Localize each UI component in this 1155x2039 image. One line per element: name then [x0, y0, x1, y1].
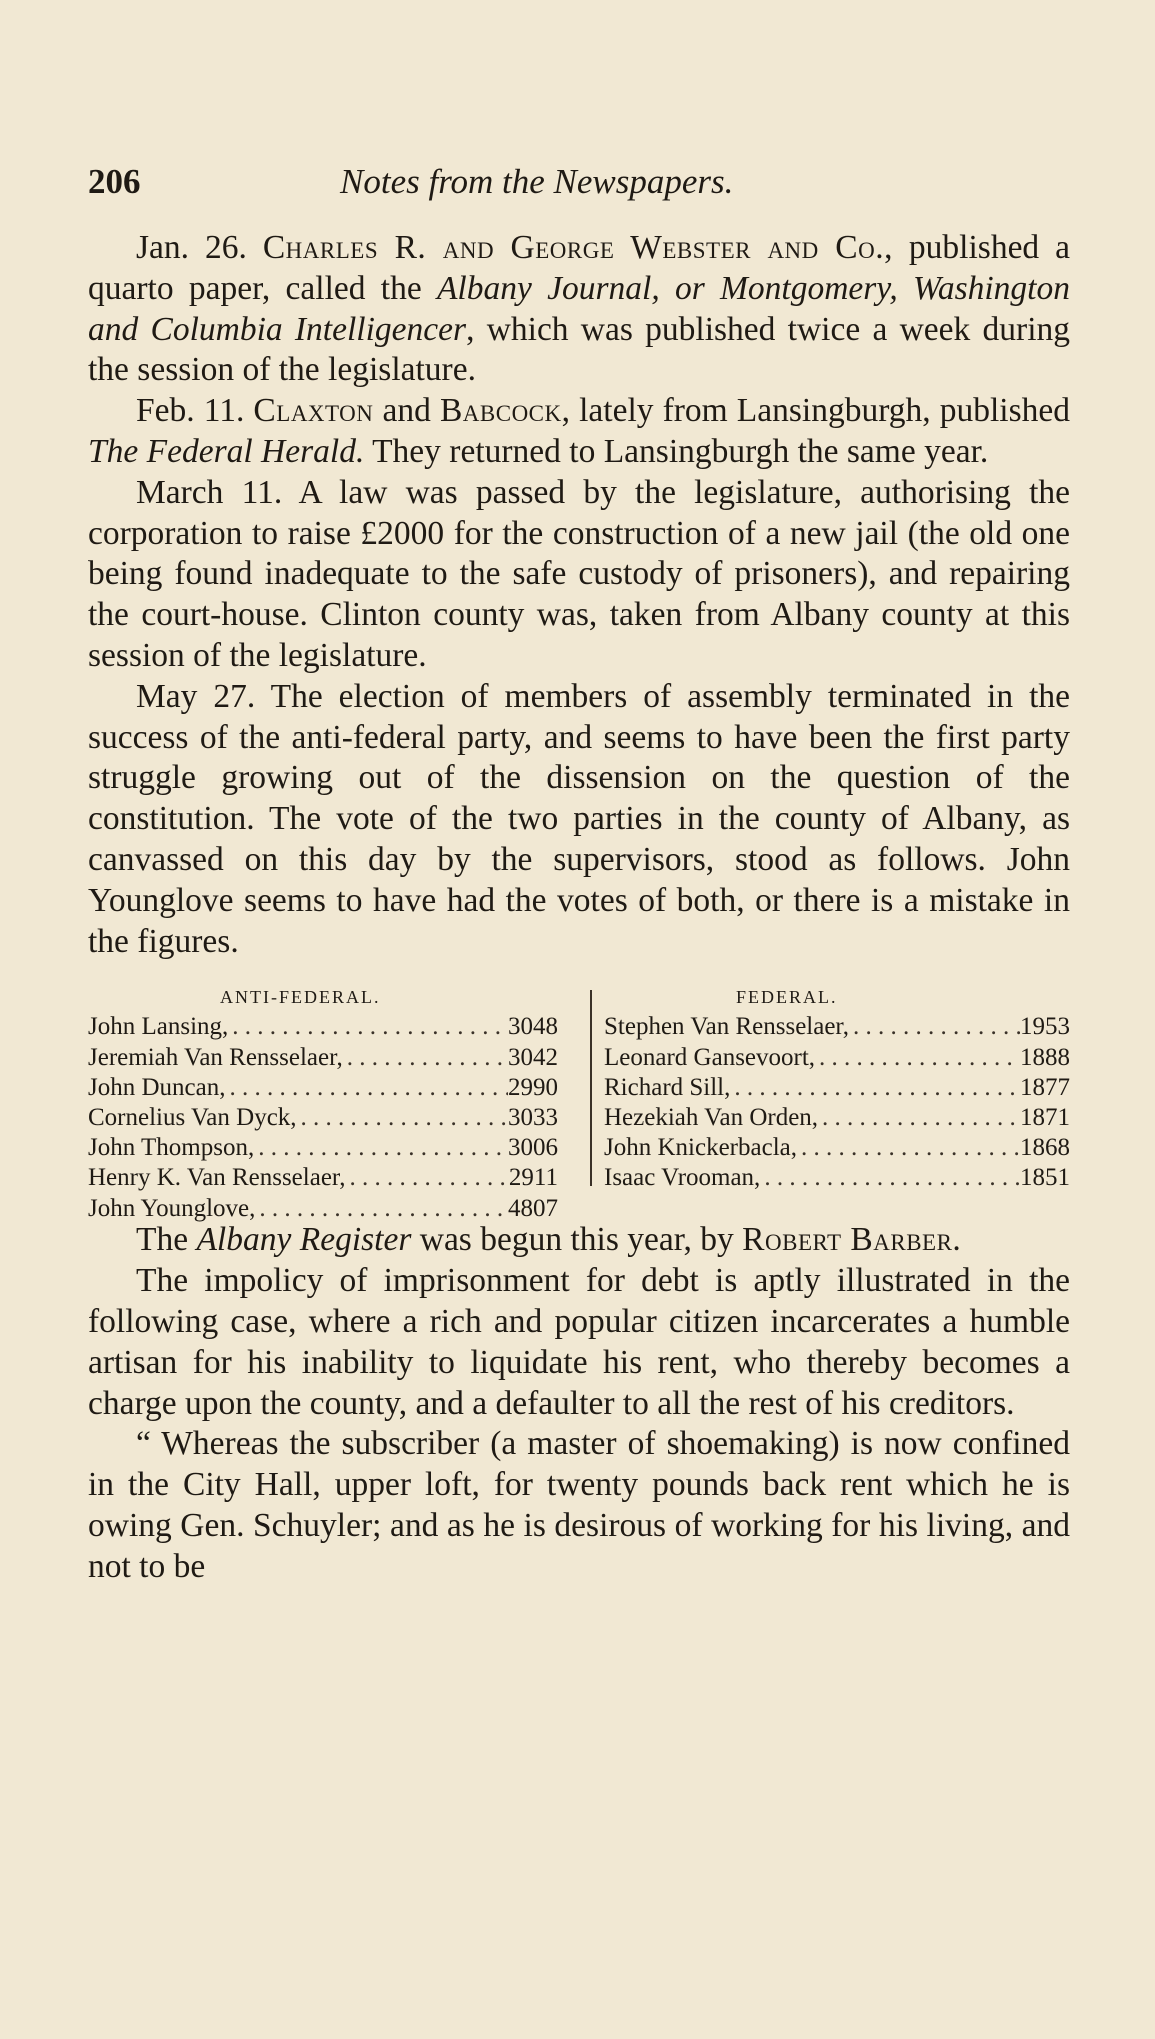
paragraph-albany-journal	[88, 228, 1070, 391]
vote-count: 2911	[508, 1164, 558, 1192]
publisher-name: Babcock	[439, 392, 562, 430]
candidate-name: Isaac Vrooman,	[604, 1164, 761, 1192]
text-fragment: They returned to Lansingburgh the same year.	[364, 432, 989, 470]
date-lead: Feb. 11.	[136, 392, 254, 430]
page-number: 206	[88, 162, 141, 201]
text-fragment: and	[373, 392, 440, 430]
paragraph-quotation: “ Whereas the subscriber (a master of shoemaking) is now confined in the City Hall, upper loft, for twenty pounds back rent which he is owing Gen. Schuyler; and as he is desirous of working for his living, and not to be	[88, 1425, 1070, 1585]
leader-dots	[228, 1012, 508, 1042]
leader-dots	[297, 1103, 508, 1133]
federal-heading: FEDERAL.	[736, 987, 838, 1008]
candidate-name: Cornelius Van Dyck,	[88, 1103, 297, 1131]
paragraph-albany-register	[88, 1220, 1070, 1261]
table-row	[88, 1163, 558, 1193]
leader-dots	[818, 1103, 1020, 1133]
text-fragment: was begun this year, by	[411, 1221, 743, 1259]
newspaper-title: The Federal Herald.	[88, 432, 365, 470]
candidate-name: John Lansing,	[88, 1013, 229, 1041]
leader-dots	[346, 1163, 509, 1193]
candidate-name: Richard Sill,	[604, 1073, 731, 1101]
vote-count: 1871	[1020, 1103, 1070, 1131]
vote-count: 3048	[508, 1013, 558, 1041]
leader-dots	[815, 1043, 1020, 1073]
table-row	[88, 1012, 558, 1042]
vote-count: 3033	[508, 1103, 558, 1131]
leader-dots	[760, 1163, 1020, 1193]
leader-dots	[730, 1073, 1020, 1103]
vote-count: 3006	[508, 1134, 558, 1162]
candidate-name: Henry K. Van Rensselaer,	[88, 1164, 346, 1192]
newspaper-title: Albany Register	[196, 1221, 412, 1259]
vote-count: 1851	[1020, 1164, 1070, 1192]
text-fragment: The	[136, 1221, 197, 1259]
table-row	[604, 1133, 1070, 1163]
leader-dots	[225, 1073, 508, 1103]
vote-count: 4807	[508, 1194, 558, 1222]
table-row	[88, 1043, 558, 1073]
text-fragment: , lately from Lansingburgh, published	[561, 392, 1070, 430]
anti-federal-heading: ANTI-FEDERAL.	[220, 987, 381, 1008]
newspaper-title: Albany Journal, or Montgomery, Washington and Columbia Intelligencer	[88, 269, 1070, 348]
publisher-name: Robert Barber.	[742, 1221, 962, 1259]
page-body	[88, 228, 1070, 1588]
candidate-name: John Younglove,	[88, 1194, 256, 1222]
paragraph-jail-law: March 11. A law was passed by the legislature, authorising the corporation to raise £2000 for the construction of a new jail (the old one being found inadequate to the safe custody of prisoners), and repairing the court-house. Clinton county was, taken from Albany county at this session of the legislature.	[88, 473, 1070, 674]
date-lead: Jan. 26.	[136, 229, 263, 266]
vote-count: 3042	[508, 1043, 558, 1071]
vote-count: 2990	[508, 1073, 558, 1101]
candidate-name: John Knickerbacla,	[604, 1134, 797, 1162]
election-vote-table	[88, 984, 1070, 1222]
table-row	[604, 1012, 1070, 1042]
running-title: Notes from the Newspapers.	[340, 162, 734, 201]
candidate-name: John Thompson,	[88, 1134, 255, 1162]
candidate-name: Hezekiah Van Orden,	[604, 1103, 819, 1131]
candidate-name: John Duncan,	[88, 1073, 226, 1101]
leader-dots	[343, 1043, 508, 1073]
candidate-name: Leonard Gansevoort,	[604, 1043, 816, 1071]
vote-count: 1868	[1020, 1134, 1070, 1162]
table-row	[604, 1073, 1070, 1103]
leader-dots	[255, 1194, 508, 1224]
publisher-name: Claxton	[253, 392, 374, 430]
table-row	[604, 1163, 1070, 1193]
paragraph-federal-herald	[88, 391, 1070, 473]
paragraph-imprisonment-debt: The impolicy of imprisonment for debt is aptly illustrated in the following case, where a rich and popular citizen incarcerates a humble artisan for his inability to liquidate his rent, who thereby becomes a charge upon the county, and a defaulter to all the rest of his creditors.	[88, 1262, 1070, 1422]
table-row	[88, 1194, 558, 1224]
table-row	[88, 1073, 558, 1103]
leader-dots	[849, 1012, 1020, 1042]
leader-dots	[797, 1133, 1020, 1163]
vote-count: 1888	[1020, 1043, 1070, 1071]
table-row	[604, 1043, 1070, 1073]
vote-count: 1953	[1020, 1013, 1070, 1041]
federal-column	[604, 984, 1070, 1193]
column-divider	[590, 990, 592, 1186]
candidate-name: Stephen Van Rensselaer,	[604, 1013, 850, 1041]
text-fragment: published a quarto paper, called the	[88, 229, 1071, 307]
table-row	[88, 1103, 558, 1133]
text-fragment: , which was published twice a week during the session of the legislature.	[88, 310, 1070, 389]
table-row	[88, 1133, 558, 1163]
leader-dots	[254, 1133, 508, 1163]
candidate-name: Jeremiah Van Rensselaer,	[88, 1043, 343, 1071]
publisher-names: Charles R. and George Webster and Co.,	[262, 229, 893, 266]
paragraph-election: May 27. The election of members of assembly terminated in the success of the anti-federal party, and seems to have been the first party struggle growing out of the dissension on the question of the constitution. The vote of the two parties in the county of Albany, as canvassed on this day by the supervisors, stood as follows. John Younglove seems to have had the votes of both, or there is a mistake in the figures.	[88, 677, 1070, 960]
table-row	[604, 1103, 1070, 1133]
anti-federal-column	[88, 984, 558, 1223]
vote-count: 1877	[1020, 1073, 1070, 1101]
running-header	[88, 160, 1070, 204]
